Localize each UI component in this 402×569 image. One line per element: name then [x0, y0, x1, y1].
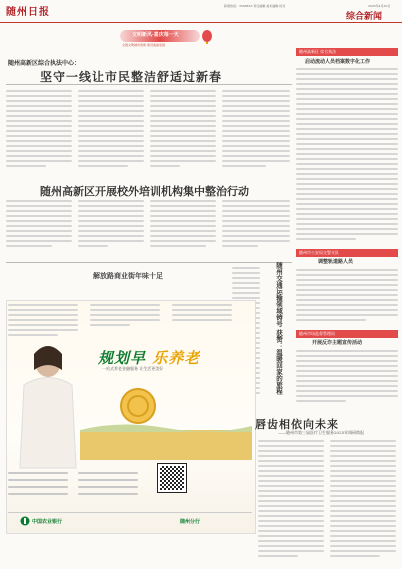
qr-code[interactable]: [158, 464, 186, 492]
ad-contact-info: [8, 470, 148, 510]
sidebar-section-tag: 随州市场监督管理局: [296, 330, 398, 338]
sidebar-body: [296, 267, 398, 327]
section-title: 综合新闻: [346, 12, 383, 22]
bank-name: 中国农业银行: [32, 519, 63, 525]
ad-model-image: [10, 340, 80, 470]
bottom-story-body: [258, 438, 398, 566]
bottom-subheadline: ——随州市第三届医疗卫生服务2025年调研简报: [278, 430, 365, 435]
sidebar-title: 开展反诈主题宣传活动: [312, 340, 363, 346]
wheat-field-image: [80, 420, 252, 460]
issue-date: 2025年4月30日: [368, 4, 391, 8]
ad-subtitle: 一站式养老金融服务 让生活更美好: [102, 366, 164, 371]
vertical-headline: 随州交通运输领域铸号 获赞：温暖回家的旅程: [275, 262, 283, 395]
newspaper-logo: 随州日报: [6, 7, 50, 18]
bank-branch-label: 随州分行: [180, 519, 201, 525]
story2-body: [6, 198, 292, 254]
ad-body-text: [8, 302, 252, 344]
lantern-icon: [200, 28, 214, 44]
sidebar-body: [296, 348, 398, 410]
abc-bank-logo-icon: [20, 516, 30, 526]
lead-kicker: 随州高新区综合执法中心：: [8, 60, 81, 67]
issue-info: 新闻热线：3589816 责任编辑 美术编辑 校对: [224, 4, 286, 8]
sidebar-title: 调整轨道路人员: [318, 259, 354, 265]
bottom-headline: 唇齿相依向未来: [255, 418, 339, 431]
lead-headline: 坚守一线让市民整洁舒适过新春: [40, 70, 223, 84]
divider: [8, 512, 252, 513]
ad-slogan: 规划早 乐养老: [98, 349, 201, 367]
sidebar-title: 启动流动人员档案数字化工作: [305, 59, 371, 65]
story3-headline: 解放路商业街年味十足: [93, 271, 163, 280]
sidebar-section-tag: 随州市公安局交警支队: [296, 249, 398, 257]
sidebar-section-tag: 随州高新区 综合执法: [296, 48, 398, 56]
banner-text: 文明新风·喜庆每一天: [132, 32, 179, 38]
masthead: [0, 0, 402, 23]
divider: [6, 84, 292, 85]
story2-headline: 随州高新区开展校外培训机构集中整治行动: [40, 185, 249, 198]
lead-body: [6, 88, 292, 174]
divider: [6, 262, 292, 263]
gold-coin-icon: [118, 386, 158, 426]
banner-subtext: 全国文明城市创建 建设美丽家园: [122, 43, 165, 47]
sidebar-body: [296, 66, 398, 246]
